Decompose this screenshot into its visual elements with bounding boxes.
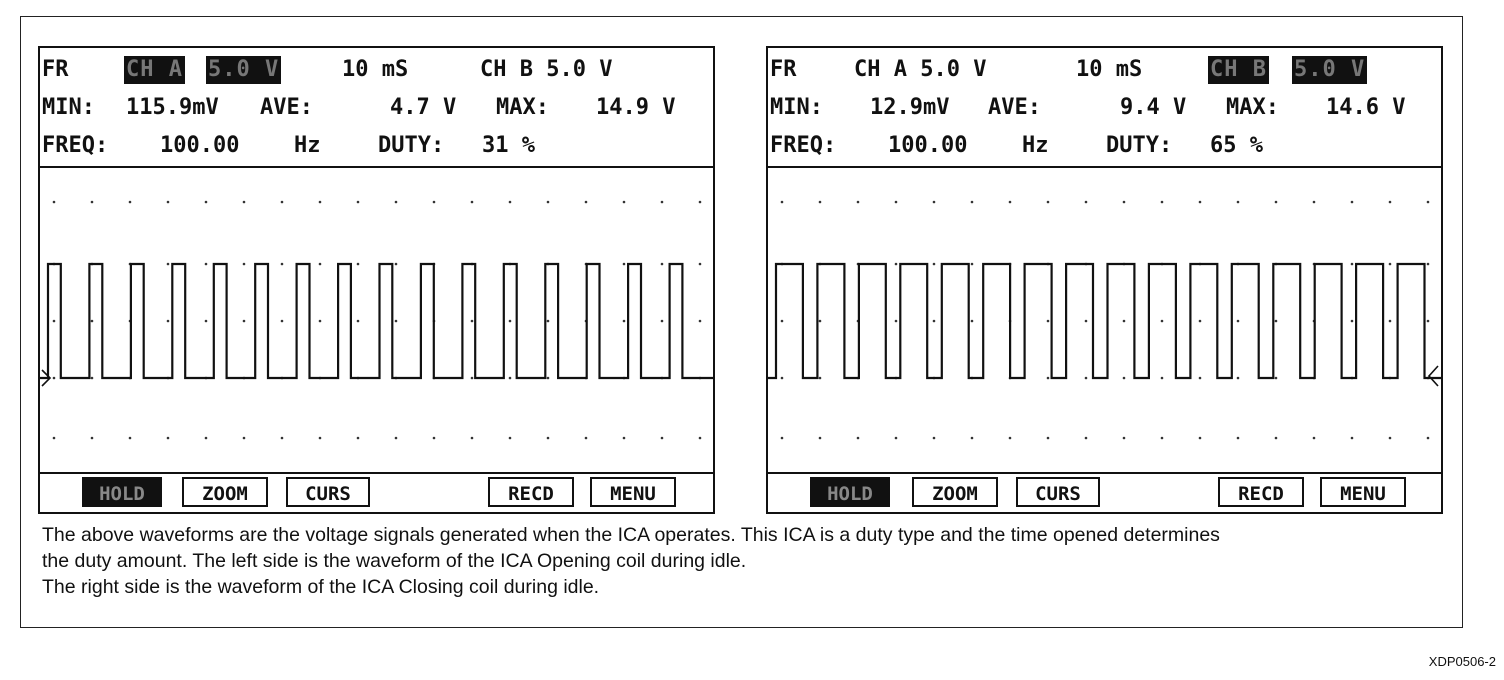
grid-dot	[471, 201, 474, 204]
hold-button[interactable]: HOLD	[810, 477, 890, 507]
grid-dot	[471, 320, 474, 323]
grid-dot	[1351, 320, 1354, 323]
grid-dot	[1351, 263, 1354, 266]
timebase-label: 10 mS	[342, 57, 409, 82]
grid-dot	[1161, 201, 1164, 204]
grid-dot	[1427, 263, 1430, 266]
grid-dot	[585, 437, 588, 440]
grid-dot	[971, 320, 974, 323]
mode-label: FR	[42, 57, 69, 82]
caption-line-3: The right side is the waveform of the ICA Closing coil during idle.	[42, 576, 600, 598]
grid-dot	[357, 437, 360, 440]
square-wave-trace	[40, 264, 713, 378]
grid-dot	[1389, 320, 1392, 323]
grid-dot	[205, 201, 208, 204]
hold-button[interactable]: HOLD	[82, 477, 162, 507]
grid-dot	[547, 320, 550, 323]
max-label: MAX:	[1226, 95, 1279, 120]
grid-dot	[167, 263, 170, 266]
grid-dot	[319, 437, 322, 440]
scope-header-left	[40, 48, 713, 168]
caption-line-1: The above waveforms are the voltage signals generated when the ICA operates. This ICA is a duty type and the time opened determines	[42, 524, 1220, 546]
grid-dot	[1389, 201, 1392, 204]
grid-dot	[895, 201, 898, 204]
grid-dot	[1047, 377, 1050, 380]
grid-dot	[509, 377, 512, 380]
waveform-plot-right	[768, 166, 1441, 476]
grid-dot	[1085, 437, 1088, 440]
grid-dot	[781, 201, 784, 204]
grid-dot	[395, 320, 398, 323]
grid-dot	[243, 263, 246, 266]
grid-dot	[781, 437, 784, 440]
grid-dot	[819, 201, 822, 204]
grid-dot	[91, 201, 94, 204]
grid-dot	[781, 377, 784, 380]
ave-value: 4.7 V	[390, 95, 457, 120]
grid-dot	[1123, 377, 1126, 380]
grid-dot	[1047, 320, 1050, 323]
grid-dot	[91, 320, 94, 323]
ave-label: AVE:	[260, 95, 313, 120]
grid-dot	[1427, 320, 1430, 323]
grid-dot	[699, 320, 702, 323]
grid-dot	[205, 320, 208, 323]
grid-dot	[1313, 437, 1316, 440]
grid-dot	[129, 437, 132, 440]
grid-dot	[319, 320, 322, 323]
grid-dot	[1009, 437, 1012, 440]
grid-dot	[205, 263, 208, 266]
grid-dot	[1123, 437, 1126, 440]
grid-dot	[509, 320, 512, 323]
ch-a-indicator[interactable]: CH A	[126, 57, 183, 82]
zoom-button[interactable]: ZOOM	[182, 477, 268, 507]
grid-dot	[895, 320, 898, 323]
grid-dot	[1427, 437, 1430, 440]
grid-dot	[699, 201, 702, 204]
grid-dot	[1351, 201, 1354, 204]
grid-dot	[971, 263, 974, 266]
grid-dot	[661, 201, 664, 204]
grid-dot	[1389, 437, 1392, 440]
grid-dot	[433, 437, 436, 440]
grid-dot	[357, 320, 360, 323]
grid-dot	[395, 437, 398, 440]
ch-b-volts-indicator[interactable]: 5.0 V	[1294, 57, 1366, 82]
grid-dot	[933, 437, 936, 440]
grid-dot	[357, 201, 360, 204]
curs-button[interactable]: CURS	[1016, 477, 1100, 507]
grid-dot	[1237, 320, 1240, 323]
timebase-label: 10 mS	[1076, 57, 1143, 82]
grid-dot	[1085, 201, 1088, 204]
grid-dot	[281, 320, 284, 323]
scope-header-right	[768, 48, 1441, 168]
grid-dot	[243, 437, 246, 440]
caption-line-2: the duty amount. The left side is the waveform of the ICA Opening coil during idle.	[42, 550, 747, 572]
trigger-marker-icon	[1429, 366, 1438, 386]
grid-dot	[623, 263, 626, 266]
caption	[42, 522, 1462, 600]
grid-dot	[819, 377, 822, 380]
grid-dot	[971, 437, 974, 440]
freq-value: 100.00	[888, 133, 968, 158]
duty-label: DUTY:	[1106, 133, 1173, 158]
grid-dot	[857, 201, 860, 204]
grid-dot	[1047, 437, 1050, 440]
ave-label: AVE:	[988, 95, 1041, 120]
duty-value: 31 %	[482, 133, 535, 158]
grid-dot	[281, 263, 284, 266]
duty-value: 65 %	[1210, 133, 1263, 158]
grid-dot	[433, 201, 436, 204]
recd-button[interactable]: RECD	[1218, 477, 1304, 507]
grid-dot	[471, 377, 474, 380]
grid-dot	[1123, 320, 1126, 323]
softkey-bar-right	[768, 472, 1441, 512]
grid-dot	[895, 437, 898, 440]
grid-dot	[509, 437, 512, 440]
waveform-svg-left	[40, 166, 713, 476]
min-value: 115.9mV	[126, 95, 219, 120]
grid-dot	[1389, 263, 1392, 266]
scope-screen-left	[38, 46, 715, 514]
grid-dot	[1047, 201, 1050, 204]
grid-dot	[623, 320, 626, 323]
waveform-svg-right	[768, 166, 1441, 476]
grid-dot	[819, 320, 822, 323]
min-value: 12.9mV	[870, 95, 950, 120]
grid-dot	[395, 201, 398, 204]
grid-dot	[895, 263, 898, 266]
grid-dot	[933, 320, 936, 323]
grid-dot	[509, 201, 512, 204]
grid-dot	[1237, 377, 1240, 380]
dot-grid	[781, 201, 1430, 440]
recd-button[interactable]: RECD	[488, 477, 574, 507]
grid-dot	[1275, 320, 1278, 323]
grid-dot	[661, 320, 664, 323]
grid-dot	[699, 263, 702, 266]
grid-dot	[1199, 377, 1202, 380]
grid-dot	[1161, 320, 1164, 323]
freq-value: 100.00	[160, 133, 240, 158]
grid-dot	[1313, 201, 1316, 204]
zoom-button[interactable]: ZOOM	[912, 477, 998, 507]
grid-dot	[167, 201, 170, 204]
grid-dot	[971, 201, 974, 204]
grid-dot	[1199, 437, 1202, 440]
grid-dot	[819, 437, 822, 440]
max-label: MAX:	[496, 95, 549, 120]
freq-unit: Hz	[1022, 133, 1049, 158]
ave-value: 9.4 V	[1120, 95, 1187, 120]
grid-dot	[53, 320, 56, 323]
grid-dot	[53, 377, 56, 380]
ch-b-label: CH B 5.0 V	[480, 57, 613, 82]
min-label: MIN:	[770, 95, 823, 120]
grid-dot	[243, 201, 246, 204]
freq-label: FREQ:	[42, 133, 109, 158]
max-value: 14.6 V	[1326, 95, 1406, 120]
grid-dot	[857, 437, 860, 440]
grid-dot	[129, 201, 132, 204]
grid-dot	[1237, 437, 1240, 440]
grid-dot	[357, 263, 360, 266]
grid-dot	[1199, 320, 1202, 323]
grid-dot	[395, 263, 398, 266]
grid-dot	[1351, 437, 1354, 440]
grid-dot	[53, 437, 56, 440]
grid-dot	[319, 201, 322, 204]
grid-dot	[471, 437, 474, 440]
grid-dot	[167, 320, 170, 323]
grid-dot	[1161, 437, 1164, 440]
freq-unit: Hz	[294, 133, 321, 158]
grid-dot	[1237, 201, 1240, 204]
menu-button[interactable]: MENU	[590, 477, 676, 507]
grid-dot	[91, 377, 94, 380]
mode-label: FR	[770, 57, 797, 82]
menu-button[interactable]: MENU	[1320, 477, 1406, 507]
scope-screen-right	[766, 46, 1443, 514]
grid-dot	[781, 320, 784, 323]
grid-dot	[281, 201, 284, 204]
grid-dot	[623, 437, 626, 440]
grid-dot	[319, 263, 322, 266]
grid-dot	[1275, 377, 1278, 380]
waveform-plot-left	[40, 166, 713, 476]
ch-a-volts-indicator[interactable]: 5.0 V	[208, 57, 280, 82]
grid-dot	[933, 263, 936, 266]
grid-dot	[1123, 201, 1126, 204]
grid-dot	[243, 320, 246, 323]
grid-dot	[661, 437, 664, 440]
freq-label: FREQ:	[770, 133, 837, 158]
min-label: MIN:	[42, 95, 95, 120]
grid-dot	[547, 377, 550, 380]
grid-dot	[1085, 377, 1088, 380]
square-wave-trace	[768, 264, 1441, 378]
grid-dot	[53, 201, 56, 204]
grid-dot	[205, 437, 208, 440]
grid-dot	[623, 201, 626, 204]
dot-grid	[53, 201, 702, 440]
softkey-bar-left	[40, 472, 713, 512]
grid-dot	[1427, 201, 1430, 204]
grid-dot	[1199, 201, 1202, 204]
grid-dot	[547, 201, 550, 204]
grid-dot	[1275, 201, 1278, 204]
grid-dot	[281, 437, 284, 440]
grid-dot	[699, 437, 702, 440]
grid-dot	[91, 437, 94, 440]
grid-dot	[1275, 437, 1278, 440]
curs-button[interactable]: CURS	[286, 477, 370, 507]
grid-dot	[585, 201, 588, 204]
grid-dot	[1085, 320, 1088, 323]
grid-dot	[547, 437, 550, 440]
max-value: 14.9 V	[596, 95, 676, 120]
grid-dot	[661, 263, 664, 266]
ch-a-label: CH A 5.0 V	[854, 57, 987, 82]
grid-dot	[1161, 377, 1164, 380]
grid-dot	[933, 201, 936, 204]
grid-dot	[167, 437, 170, 440]
grid-dot	[1009, 201, 1012, 204]
ch-b-indicator[interactable]: CH B	[1210, 57, 1267, 82]
figure-id: XDP0506-2	[1428, 654, 1496, 669]
duty-label: DUTY:	[378, 133, 445, 158]
